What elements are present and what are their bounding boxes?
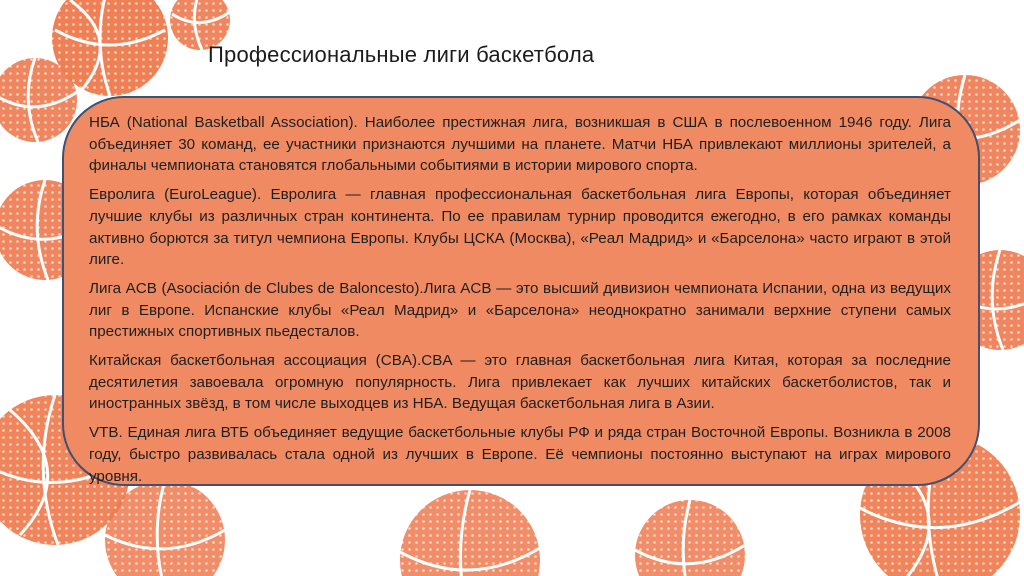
paragraph-cba: Китайская баскетбольная ассоциация (CBA).CBA — это главная баскетбольная лига Китая, которая за последние десятилетия завоевала огромную популярность. Лига привлекает как лучших китайских баскетболистов, так и иностранных звёзд, в том числе выходцев из НБА. Ведущая баскетбольная лига в Азии. <box>89 352 951 413</box>
paragraph-vtb: VTB. Единая лига ВТБ объединяет ведущие баскетбольные клубы РФ и ряда стран Восточной Европы. Возникла в 2008 году, быстро развивалась стала одной из лучших в Европе. Её чемпионы постоянно выступают на играх мирового уровня. <box>89 424 951 485</box>
slide-title: Профессиональные лиги баскетбола <box>208 42 595 67</box>
paragraph-nba: НБА (National Basketball Association). Наиболее престижная лига, возникшая в США в послевоенном 1946 году. Лига объединяет 30 команд, ее участники признаются лучшими на планете. Матчи НБА привлекают миллионы зрителей, а финалы чемпионата становятся глобальными событиями в истории мирового спорта. <box>89 114 951 175</box>
paragraph-euroleague: Евролига (EuroLeague). Евролига — главная профессиональная баскетбольная лига Европы, которая объединяет лучшие клубы из различных стран континента. По ее правилам турнир проводится ежегодно, в его рамках команды активно борются за титул чемпиона Европы. Клубы ЦСКА (Москва), «Реал Мадрид» и «Барселона» часто играют в этой лиге. <box>89 186 951 269</box>
content-text <box>89 112 951 494</box>
paragraph-acb: Лига ACB (Asociación de Clubes de Baloncesto).Лига ACB — это высший дивизион чемпионата Испании, одна из ведущих лиг в Европе. Испанские клубы «Реал Мадрид» и «Барселона» неоднократно занимали верхние ступени самых престижных спортивных пьедесталов. <box>89 279 951 341</box>
basketball-icon <box>635 500 745 576</box>
basketball-icon <box>400 490 540 576</box>
